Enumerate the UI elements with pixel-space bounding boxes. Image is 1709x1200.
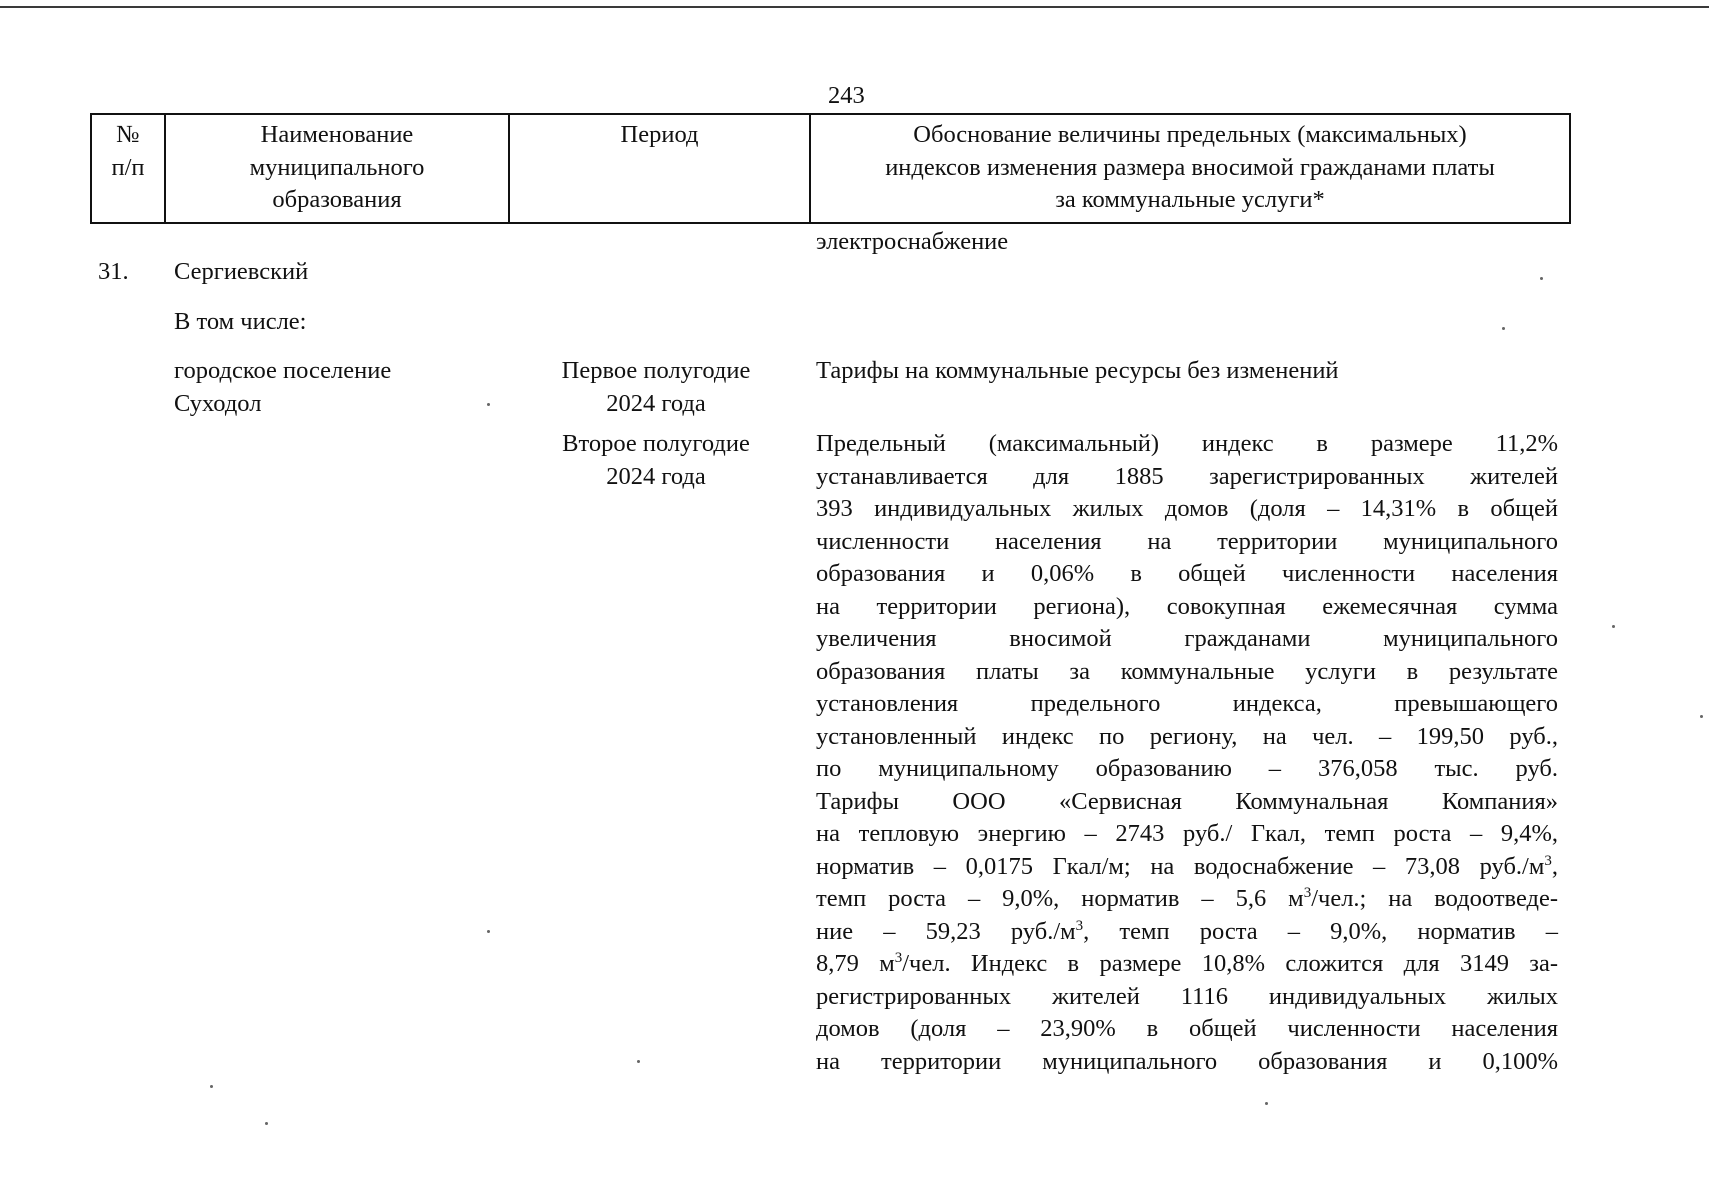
- text-line: устанавливается для 1885 зарегистрированных жителей: [816, 462, 1558, 490]
- period-line: 2024 года: [606, 462, 706, 490]
- text-line: на территории региона), совокупная ежемесячная сумма: [816, 592, 1558, 620]
- scan-speck: [1265, 1102, 1268, 1105]
- text-line: [816, 883, 1558, 916]
- page-number: 243: [828, 82, 865, 109]
- text-fragment: , темп роста – 9,0%, норматив –: [1083, 917, 1558, 945]
- header-text: муниципального: [249, 153, 425, 181]
- scan-speck: [487, 403, 490, 406]
- scan-speck: [1612, 625, 1615, 628]
- text-line: образования платы за коммунальные услуги в результате: [816, 657, 1558, 685]
- header-text: за коммунальные услуги*: [1055, 186, 1325, 213]
- text-line: по муниципальному образованию – 376,058 тыс. руб.: [816, 755, 1558, 782]
- including-label: В том числе:: [174, 308, 307, 335]
- scan-speck: [487, 930, 490, 933]
- text-line: [816, 851, 1558, 884]
- text-line: образования и 0,06% в общей численности населения: [816, 560, 1558, 587]
- text-line: на тепловую энергию – 2743 руб./ Гкал, темп роста – 9,4%,: [816, 820, 1558, 847]
- text-line: установленный индекс по региону, на чел. – 199,50 руб.,: [816, 722, 1558, 750]
- period-line: Второе полугодие: [562, 430, 750, 457]
- header-text: п/п: [111, 153, 145, 181]
- period-line: Первое полугодие: [561, 357, 751, 384]
- header-text: индексов изменения размера вносимой гражданами платы: [885, 153, 1495, 181]
- period-line: 2024 года: [606, 389, 706, 417]
- superscript: 3: [1075, 917, 1084, 934]
- header-text: образования: [272, 186, 402, 213]
- header-text: Наименование: [260, 121, 414, 148]
- text-fragment: /чел.; на водоотведе-: [1311, 885, 1558, 912]
- header-col-period: [508, 115, 809, 222]
- text-line: на территории муниципального образования и 0,100%: [816, 1047, 1558, 1075]
- scan-speck: [210, 1085, 213, 1088]
- text-fragment: темп роста – 9,0%, норматив – 5,6 м: [816, 885, 1304, 912]
- text-fragment: 8,79 м: [816, 950, 895, 977]
- header-col-municipality: [164, 115, 508, 222]
- superscript: 3: [1303, 884, 1312, 901]
- text-line: 393 индивидуальных жилых домов (доля – 14,31% в общей: [816, 495, 1558, 522]
- header-text: Период: [620, 121, 699, 148]
- period-first-text: Тарифы на коммунальные ресурсы без изменений: [816, 357, 1339, 384]
- superscript: 3: [1544, 852, 1552, 869]
- header-text: Обоснование величины предельных (максимальных): [913, 121, 1467, 148]
- table-header: [90, 113, 1571, 224]
- scan-speck: [637, 1060, 640, 1063]
- period-second: [525, 428, 787, 493]
- row-number: 31.: [98, 258, 129, 285]
- municipality-name: Сергиевский: [174, 258, 309, 285]
- period-first: [525, 355, 787, 420]
- scan-speck: [1540, 277, 1543, 280]
- superscript: 3: [894, 949, 903, 966]
- text-fragment: /чел. Индекс в размере 10,8% сложится для 3149 за-: [902, 950, 1558, 977]
- text-line: регистрированных жителей 1116 индивидуальных жилых: [816, 982, 1558, 1010]
- text-line: домов (доля – 23,90% в общей численности населения: [816, 1015, 1558, 1042]
- text-line: увеличения вносимой гражданами муниципального: [816, 625, 1558, 652]
- text-fragment: норматив – 0,0175 Гкал/м; на водоснабжение – 73,08 руб./м: [816, 852, 1545, 880]
- scan-speck: [1502, 327, 1505, 330]
- scan-speck: [265, 1122, 268, 1125]
- header-col-number: [92, 115, 164, 222]
- text-line: Предельный (максимальный) индекс в размере 11,2%: [816, 430, 1558, 457]
- header-text: №: [116, 121, 140, 148]
- text-line: численности населения на территории муниципального: [816, 527, 1558, 555]
- text-line: Тарифы ООО «Сервисная Коммунальная Компания»: [816, 787, 1558, 815]
- scan-speck: [1700, 715, 1703, 718]
- settlement-name: [174, 355, 391, 420]
- text-line: установления предельного индекса, превышающего: [816, 690, 1558, 717]
- text-line: [816, 948, 1558, 981]
- header-col-justification: [809, 115, 1569, 222]
- text-line: [816, 916, 1558, 949]
- settlement-line: Суходол: [174, 389, 262, 417]
- text-fragment: ние – 59,23 руб./м: [816, 917, 1076, 945]
- justification-paragraph: [816, 428, 1558, 1078]
- settlement-line: городское поселение: [174, 357, 392, 384]
- section-label: электроснабжение: [816, 228, 1009, 255]
- text-fragment: ,: [1551, 852, 1558, 880]
- scan-top-edge: [0, 6, 1709, 8]
